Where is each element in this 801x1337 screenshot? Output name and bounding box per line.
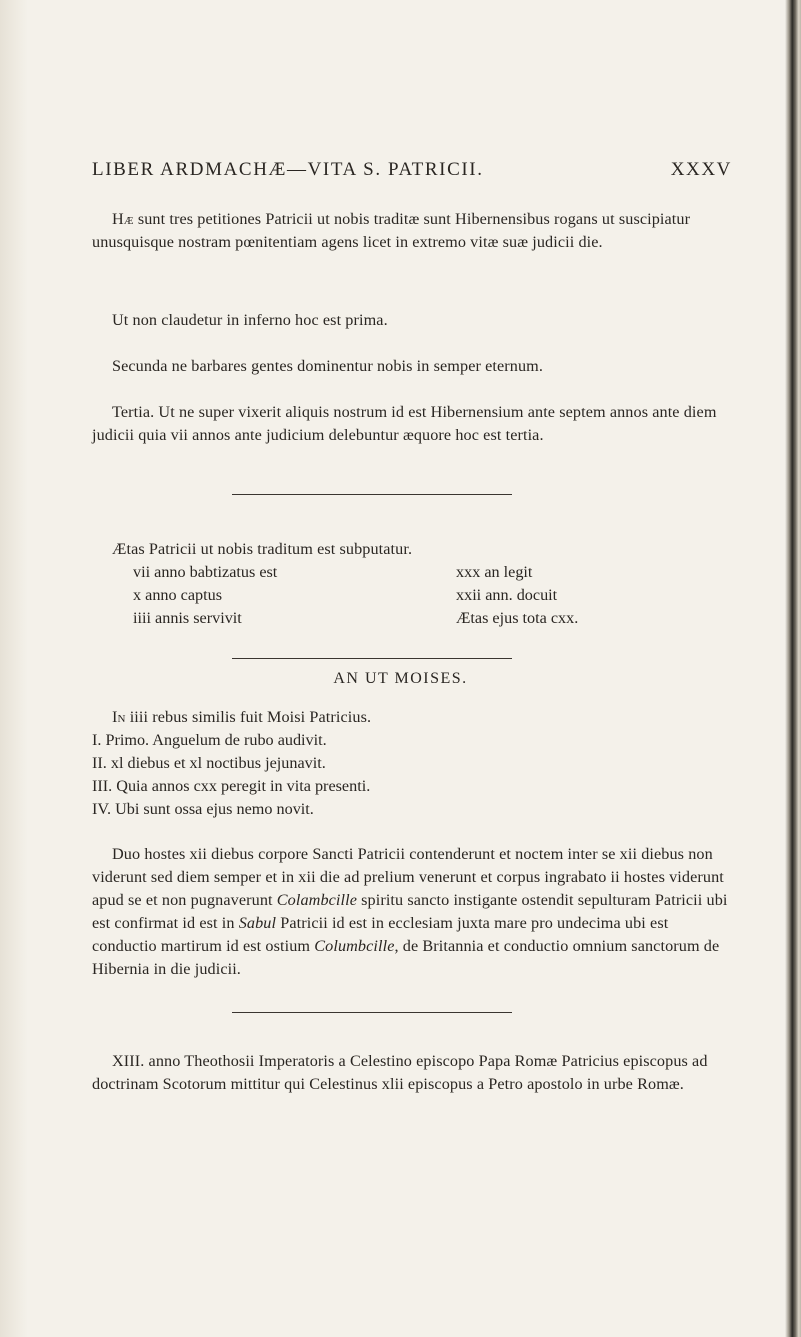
paragraph-tertia: Tertia. Ut ne super vixerit aliquis nostrum id est Hibernensium ante septem annos ante diem judicii quia vii annos ante judicium delebuntur æquore hoc est tertia. [92,403,717,444]
section-divider [232,658,512,659]
page-number: XXXV [670,159,732,180]
moises-intro [92,706,730,729]
italic-name: Sabul [238,914,277,932]
list-text: Primo. Anguelum de rubo audivit. [105,731,327,749]
aetas-left-line: x anno captus [133,586,223,604]
text-run: Duo hostes xii diebus corpore Sancti Patricii contenderunt et noctem inter se xii diebus non viderunt sed diem semper et in xii die ad prelium venerunt et corpus ingrabato ii hostes viderunt apud se et non pugnaverunt [92,845,724,909]
list-item [92,752,326,775]
aetas-right-line: xxx an legit [456,563,533,581]
paragraph-xiii: XIII. anno Theothosii Imperatoris a Celestino episcopo Papa Romæ Patricius episcopus ad doctrinam Scotorum mittitur qui Celestinus xlii episcopus a Petro apostolo in urbe Romæ. [92,1052,708,1093]
list-item [92,729,327,752]
list-number: II. [92,754,107,772]
list-item [92,798,314,821]
aetas-left-line: vii anno babtizatus est [133,563,278,581]
list-text: xl diebus et xl noctibus jejunavit. [110,754,326,772]
aetas-right-line: Ætas ejus tota cxx. [456,609,579,627]
list-number: III. [92,777,113,795]
text-run: spiritu sancto instigante ostendit sepulturam Patricii ubi est confirmat id est in [92,891,728,932]
italic-name: Colambcille [276,891,357,909]
list-number: IV. [92,800,112,818]
list-text: Quia annos cxx peregit in vita presenti. [116,777,371,795]
drop-lead: Hæ [112,210,134,228]
page-binding-edge [785,0,801,1337]
list-text: Ubi sunt ossa ejus nemo novit. [115,800,314,818]
paragraph-prima: Ut non claudetur in inferno hoc est prima. [112,311,388,329]
section-divider [232,1012,512,1013]
list-number: I. [92,731,102,749]
section-title: AN UT MOISES. [333,670,468,687]
paragraph-duo-hostes [92,843,730,981]
intro-text: iiii rebus similis fuit Moisi Patricius. [125,708,372,726]
drop-lead: In [112,708,126,726]
section-divider [232,494,512,495]
text-run: , de Britannia et conductio omnium sanctorum de Hibernia in die judicii. [92,937,720,978]
list-item [92,775,370,798]
page-gutter-left [0,0,28,1337]
text-run: Patricii id est in ecclesiam juxta mare pro undecima ubi est conductio martirum id est ostium [92,914,669,955]
header-title: LIBER ARDMACHÆ—VITA S. PATRICII. [92,159,484,180]
aetas-right-line: xxii ann. docuit [456,586,558,604]
running-header [92,159,732,181]
paragraph-petitions [92,208,730,254]
aetas-left-line: iiii annis servivit [133,609,242,627]
paragraph-text: sunt tres petitiones Patricii ut nobis traditæ sunt Hibernensibus rogans ut suscipiatur unusquisque nostram pœnitentiam agens licet in extremo vitæ suæ judicii die. [92,210,691,251]
paragraph-secunda: Secunda ne barbares gentes dominentur nobis in semper eternum. [112,357,543,375]
aetas-heading: Ætas Patricii ut nobis traditum est subputatur. [112,540,413,558]
italic-name: Columbcille [314,937,395,955]
